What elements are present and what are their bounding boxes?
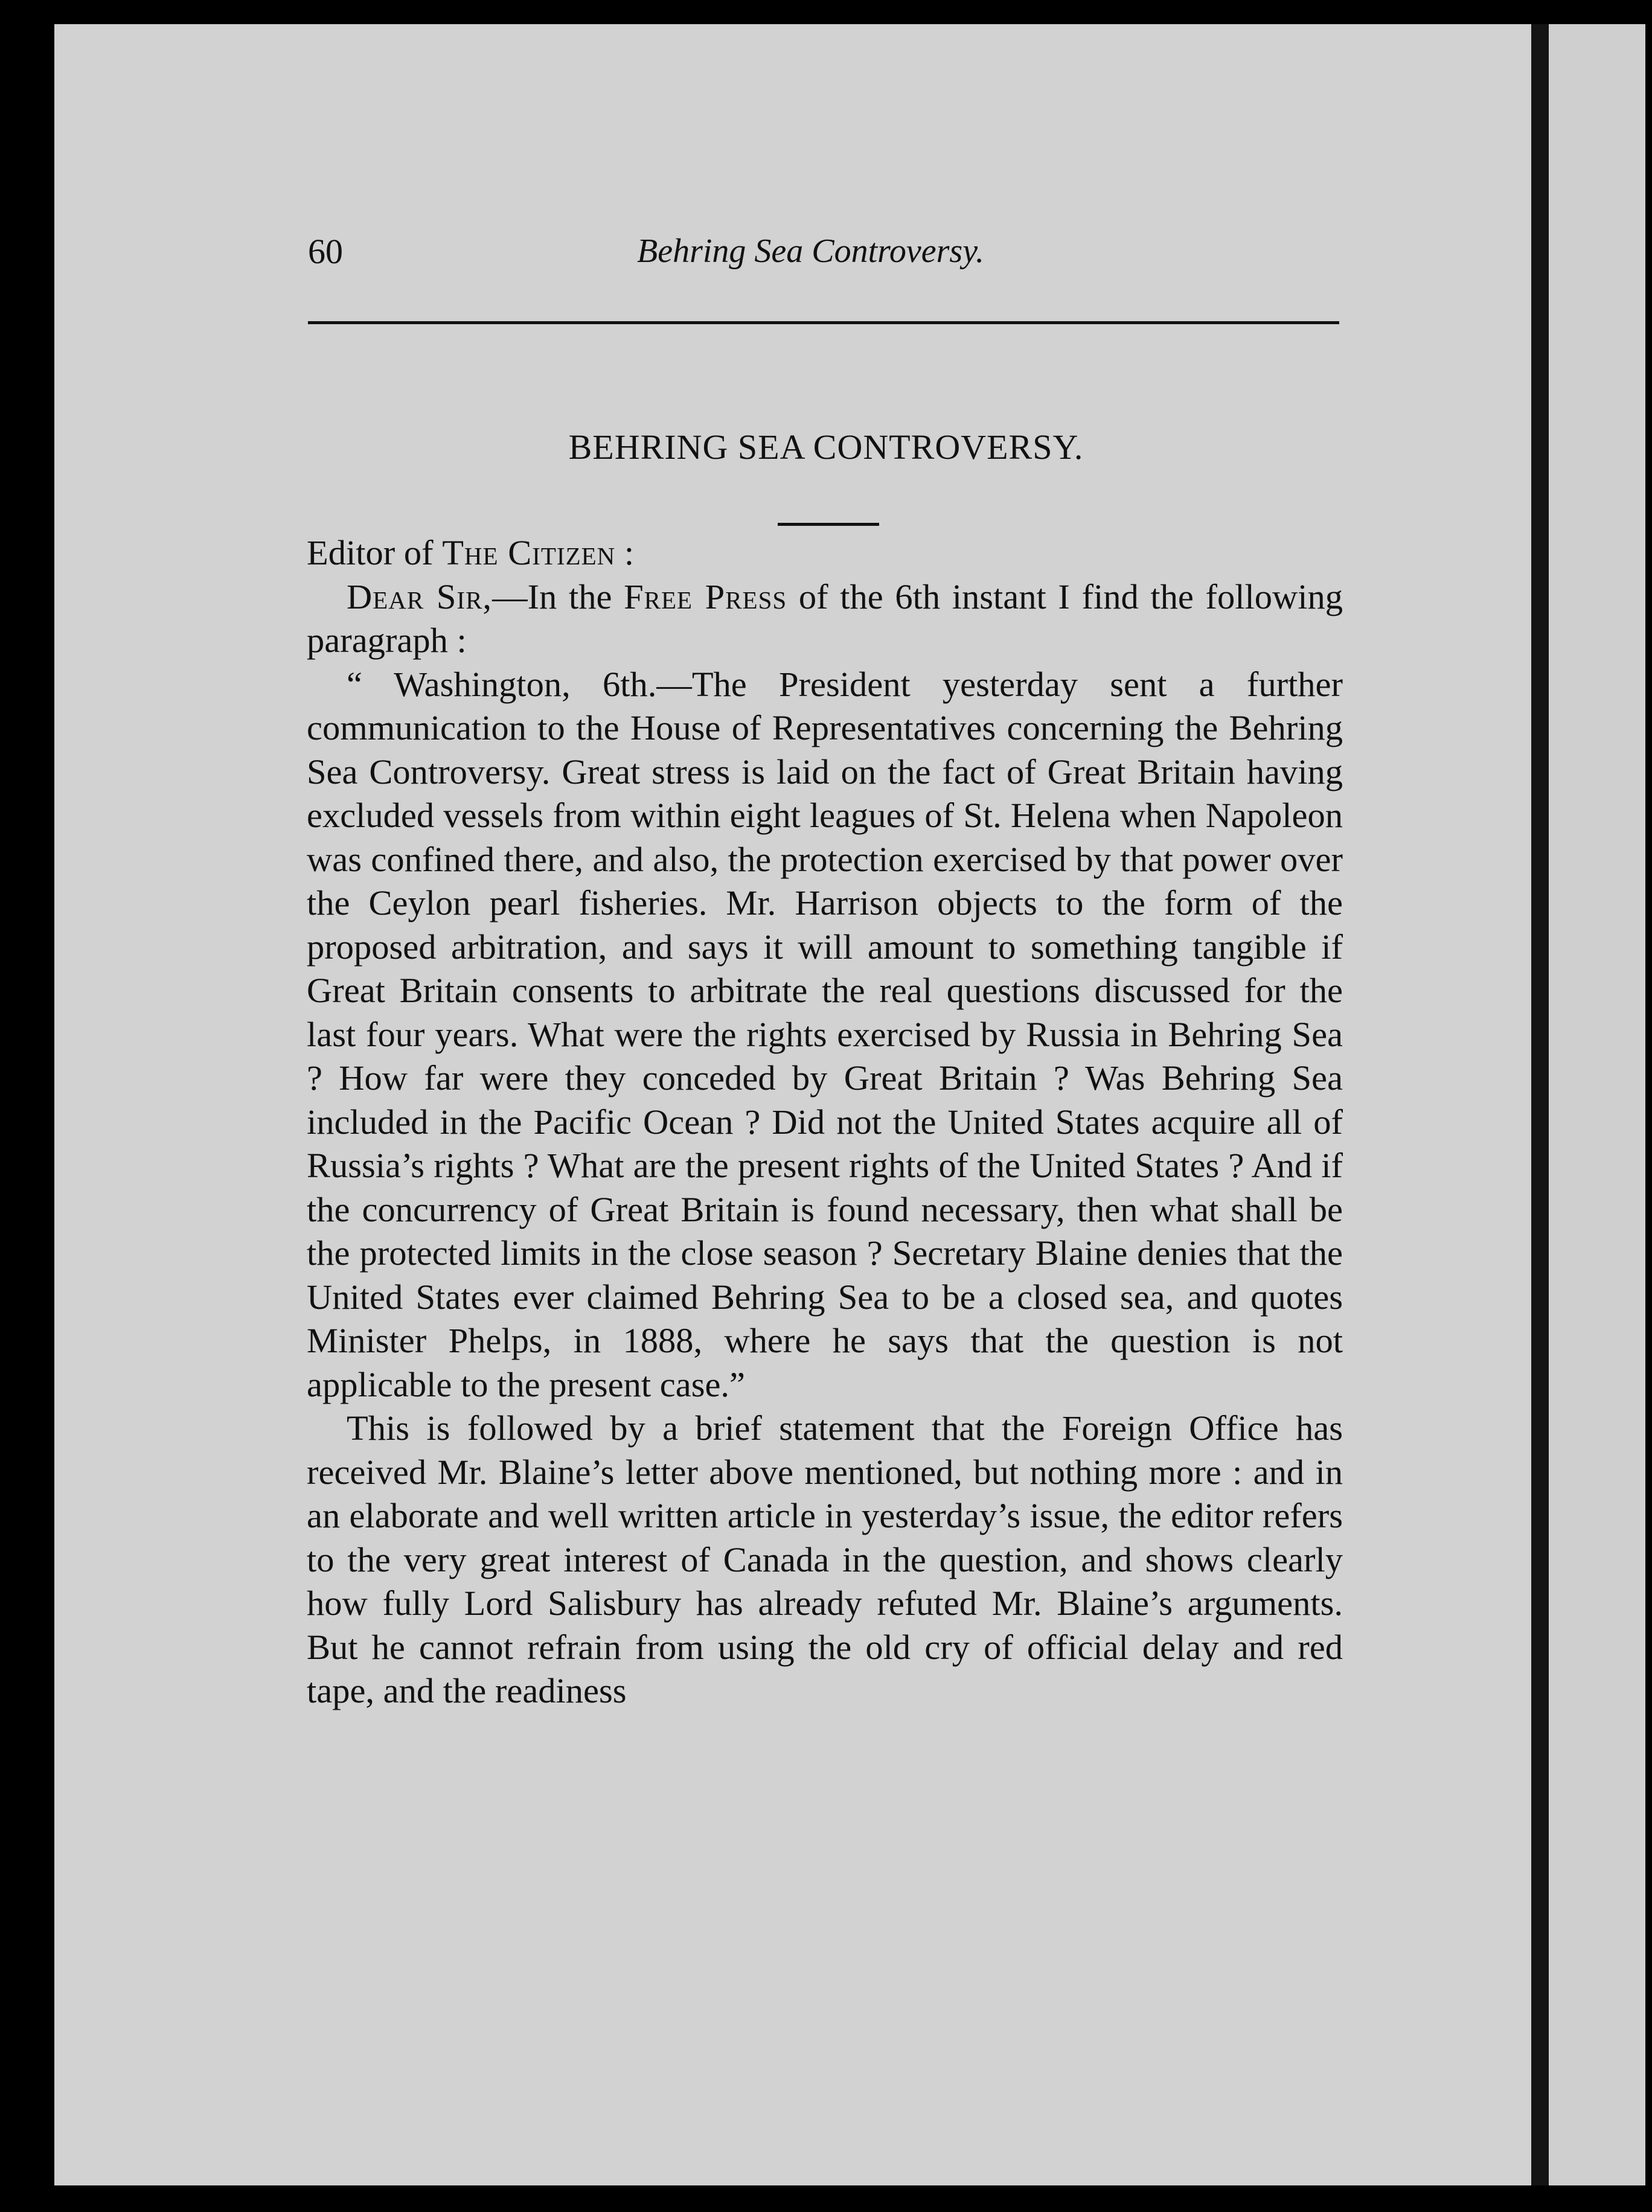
article-body (307, 531, 1343, 1713)
article-title: BEHRING SEA CONTROVERSY. (568, 427, 1084, 467)
opening-paragraph (307, 575, 1343, 663)
quoted-newspaper-name: Free Press (624, 577, 787, 616)
running-title: Behring Sea Controversy. (637, 232, 984, 270)
newspaper-name: The Citizen (442, 533, 616, 572)
greeting: Dear Sir, (347, 577, 493, 616)
salutation-suffix: : (615, 533, 635, 572)
title-rule (778, 523, 879, 526)
page-number: 60 (308, 232, 343, 271)
adjacent-page-edge (1549, 24, 1645, 2185)
header-rule (308, 321, 1339, 324)
salutation-prefix: Editor of (307, 533, 443, 572)
page-gutter (1531, 24, 1549, 2185)
quoted-paragraph: “ Washington, 6th.—The President yesterday sent a further communication to the House of Representatives concerning the Behring Sea Controversy. Great stress is laid on the fact of Great Britain having excluded vessels from within eight leagues of St. Helena when Napoleon was confined there, and also, the protection exercised by that power over the Ceylon pearl fisheries. Mr. Harrison objects to the form of the proposed arbitration, and says it will amount to something tangible if Great Britain consents to arbitrate the real questions discussed for the last four years. What were the rights exercised by Russia in Behring Sea ? How far were they conceded by Great Britain ? Was Behring Sea included in the Pacific Ocean ? Did not the United States acquire all of Russia’s rights ? What are the present rights of the United States ? And if the concurrency of Great Britain is found necessary, then what shall be the protected limits in the close season ? Secretary Blaine denies that the United States ever claimed Behring Sea to be a closed sea, and quotes Minister Phelps, in 1888, where he says that the question is not applicable to the present case.” (307, 664, 1343, 1404)
opening-text-b: of the 6th instant I find the following paragraph : (307, 577, 1343, 660)
opening-text-a: —In the (492, 577, 624, 616)
closing-paragraph: This is followed by a brief statement that the Foreign Office has received Mr. Blaine’s letter above mentioned, but nothing more : and in an elaborate and well written article in yesterday’s issue, the editor refers to the very great interest of Canada in the question, and shows clearly how fully Lord Salisbury has already refuted Mr. Blaine’s arguments. But he cannot refrain from using the old cry of official delay and red tape, and the readiness (307, 1408, 1343, 1710)
salutation (307, 531, 1343, 575)
